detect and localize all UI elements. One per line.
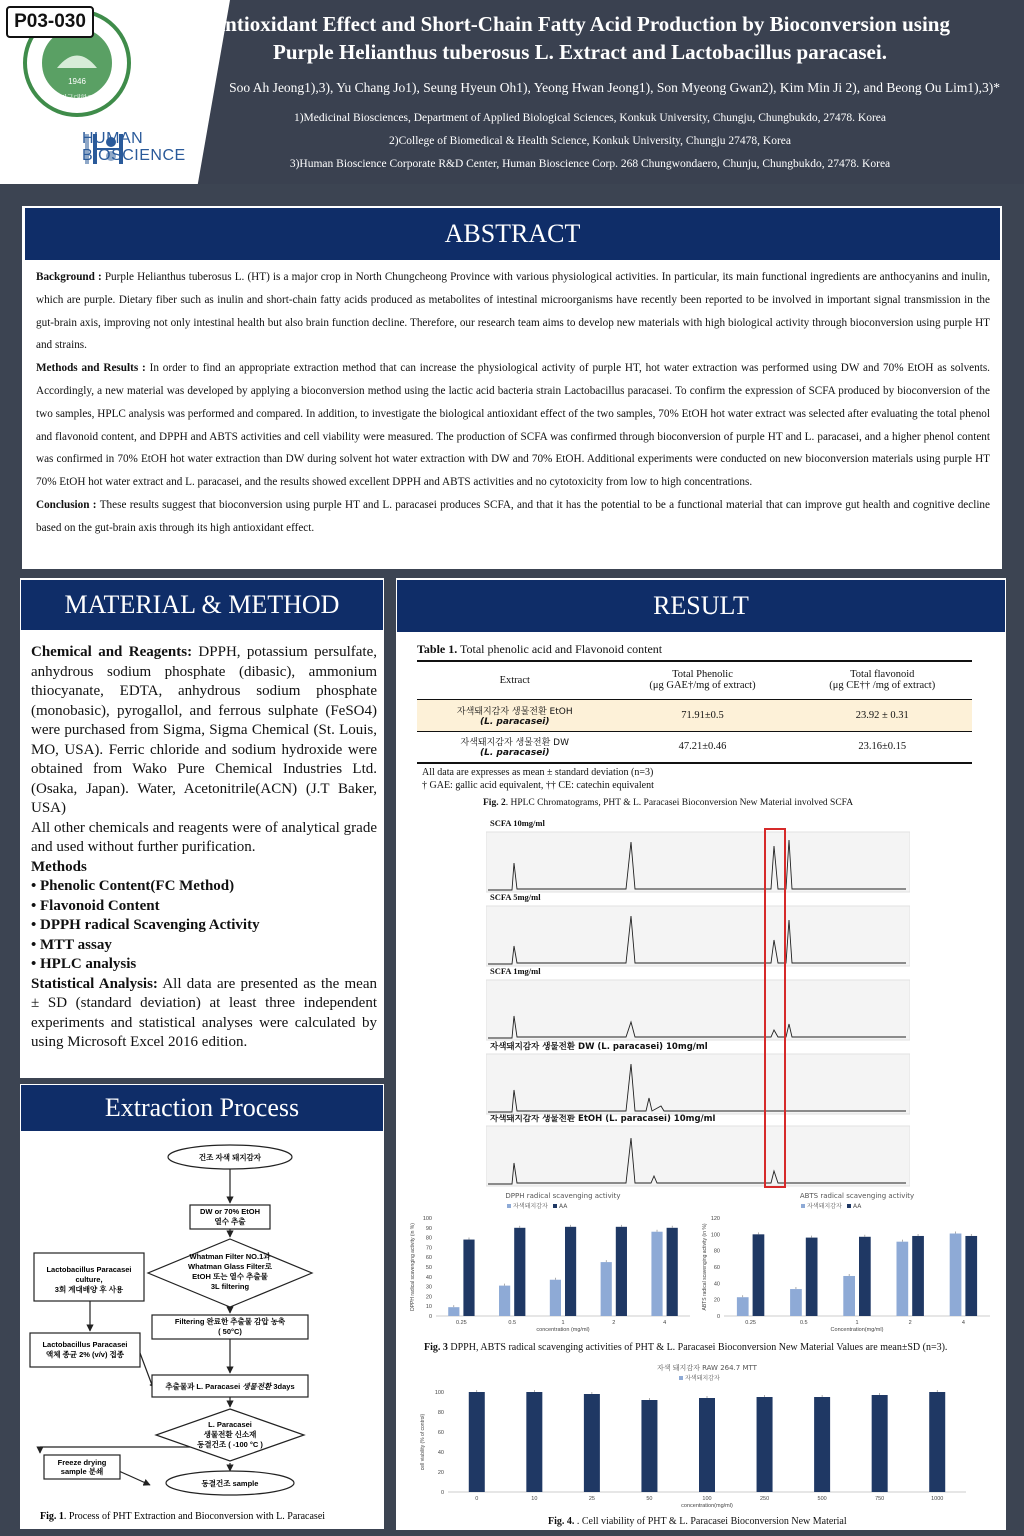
table-title	[417, 642, 662, 657]
fig3-caption-text: DPPH, ABTS radical scavenging activities of PHT & L. Paracasei Bioconversion New Material Values are mean±SD (n=3).	[447, 1342, 948, 1353]
affiliation-2: 2)College of Biomedical & Health Science, Konkuk University, Chungju 27478, Korea	[389, 135, 791, 147]
stat-label: Statistical Analysis:	[31, 975, 158, 992]
chrom-label: SCFA 5mg/ml	[490, 892, 541, 902]
y-axis-label: DPPH radical scavenging activity (in %)	[410, 1223, 416, 1311]
legend-swatch	[801, 1204, 805, 1208]
method-item: • Phenolic Content(FC Method)	[31, 878, 235, 894]
bar	[550, 1280, 561, 1316]
legend-swatch	[847, 1204, 851, 1208]
table-note-1: All data are expresses as mean ± standard deviation (n=3)	[422, 767, 654, 778]
flow-step-3b: Whatman Glass Filter로	[188, 1262, 272, 1271]
legend-swatch	[507, 1204, 511, 1208]
y-tick-label: 100	[422, 1216, 432, 1222]
y-tick-label: 20	[425, 1294, 432, 1301]
fig4-caption	[548, 1516, 847, 1527]
bar	[584, 1394, 600, 1492]
legend-swatch	[553, 1204, 557, 1208]
x-tick-label: 2	[612, 1320, 616, 1326]
y-axis-label: cell viability (% of control)	[420, 1413, 426, 1471]
logo-text-line2: BIOSCIENCE	[82, 147, 186, 164]
dpph-chart	[408, 1188, 698, 1338]
col-flav-label: Total flavonoid	[850, 669, 915, 681]
title-line1: Antioxidant Effect and Short-Chain Fatty Acid Production by Bioconversion using	[210, 12, 950, 36]
result-heading: RESULT	[397, 580, 1005, 632]
bar	[463, 1240, 474, 1316]
other-chemicals: All other chemicals and reagents were of analytical grade and used without further purification.	[31, 819, 377, 855]
x-tick-label: 750	[875, 1496, 885, 1502]
bar	[514, 1228, 525, 1316]
seal-korean: 건국대학교	[60, 94, 94, 102]
legend-label: 자색돼지감자	[807, 1203, 842, 1210]
method-item: • Flavonoid Content	[31, 897, 160, 914]
y-axis-label: ABTS radical scavenging activity (in %)	[702, 1223, 708, 1311]
y-tick-label: 60	[425, 1255, 432, 1262]
y-tick-label: 50	[425, 1265, 432, 1271]
flow-step-2a: DW or 70% EtOH	[199, 1207, 261, 1216]
x-tick-label: 250	[759, 1496, 770, 1502]
flow-step-6b: 생물전환 신소재	[203, 1430, 257, 1439]
mtt-chart	[418, 1358, 978, 1516]
x-tick-label: 4	[663, 1320, 667, 1326]
legend-label: 자색돼지감자	[685, 1375, 720, 1382]
scfa-highlight-box	[764, 828, 786, 1188]
col-extract: Extract	[499, 674, 530, 686]
table-row	[417, 731, 972, 763]
row-flavonoid: 23.16±0.15	[858, 741, 907, 753]
flow-step-5b: 생물전환	[242, 1382, 272, 1391]
bar	[912, 1236, 924, 1316]
flow-step-3a: Whatman Filter NO.1과	[189, 1252, 271, 1261]
x-tick-label: 100	[702, 1496, 712, 1502]
method-item: • HPLC analysis	[31, 956, 137, 972]
x-tick-label: 0	[475, 1496, 479, 1502]
x-tick-label: 1000	[931, 1496, 944, 1502]
chrom-label: SCFA 10mg/ml	[490, 818, 545, 828]
x-tick-label: 4	[961, 1320, 965, 1326]
fig4-caption-text: . Cell viability of PHT & L. Paracasei Bioconversion New Material	[574, 1516, 847, 1527]
y-tick-label: 120	[710, 1216, 720, 1222]
row-flavonoid: 23.92 ± 0.31	[855, 709, 909, 721]
chart-title: ABTS radical scavenging activity	[799, 1192, 915, 1200]
results-table	[417, 660, 972, 764]
fig1-caption	[40, 1511, 325, 1522]
method-item: • MTT assay	[31, 936, 112, 953]
row-phenolic: 71.91±0.5	[681, 709, 724, 721]
methods-label: Methods	[31, 858, 87, 875]
row-sub: (L. paracasei)	[480, 748, 550, 759]
poster-code: P03-030	[6, 6, 94, 38]
bar	[526, 1392, 542, 1492]
bar	[814, 1397, 830, 1492]
x-tick-label: 0.5	[508, 1320, 517, 1326]
affiliation-3: 3)Human Bioscience Corporate R&D Center, Human Bioscience Corp. 268 Chungwondaero, Chunju, Chungbukdo, 27478. Korea	[289, 158, 891, 170]
background-label: Background :	[36, 271, 105, 283]
col-flavonoid	[792, 661, 972, 699]
col-phenolic-unit: (μg GAE†/mg of extract)	[649, 680, 756, 692]
affiliation-1: 1)Medicinal Biosciences, Department of Applied Biological Sciences, Konkuk University, Chungju, Chungbukdo, 27478. Korea	[293, 112, 887, 124]
y-tick-label: 80	[425, 1235, 432, 1242]
bar	[950, 1234, 962, 1316]
bar	[790, 1289, 802, 1316]
x-axis-label: concentration (mg/ml)	[536, 1327, 590, 1333]
bar	[806, 1238, 818, 1316]
chrom-label: 자색돼지감자 생물전환 EtOH (L. paracasei) 10mg/ml	[490, 1114, 716, 1124]
mm-heading: MATERIAL & METHOD	[21, 580, 383, 630]
x-tick-label: 1	[855, 1320, 859, 1326]
legend-label: 자색돼지감자	[513, 1203, 548, 1210]
col-phenolic-label: Total Phenolic	[672, 669, 733, 681]
abstract-text	[36, 266, 990, 540]
extraction-heading: Extraction Process	[21, 1085, 383, 1131]
x-tick-label: 0.25	[456, 1320, 467, 1326]
bar	[616, 1227, 627, 1316]
bar	[753, 1234, 765, 1316]
bar	[601, 1262, 612, 1316]
table-row	[417, 699, 972, 731]
chemicals-label: Chemical and Reagents:	[31, 644, 193, 660]
flow-step-2b: 열수 추출	[214, 1217, 246, 1226]
bar	[872, 1395, 888, 1492]
flow-step-3c: EtOH 또는 열수 추출물	[192, 1272, 268, 1281]
stat-text: All data are presented as the mean ± SD (standard deviation) at least three independent experiments and statistical analyses were calculated by using Microsoft Excel 2016 edition.	[31, 975, 377, 1050]
chrom-label: 자색돼지감자 생물전환 DW (L. paracasei) 10mg/ml	[490, 1042, 708, 1052]
x-tick-label: 0.25	[745, 1320, 756, 1326]
chart-title: DPPH radical scavenging activity	[505, 1192, 621, 1200]
y-tick-label: 60	[437, 1430, 444, 1436]
y-tick-label: 0	[716, 1314, 720, 1320]
bar	[757, 1397, 773, 1492]
x-tick-label: 0.5	[799, 1320, 808, 1326]
y-tick-label: 20	[713, 1297, 720, 1304]
flow-step-6c: 동결건조 ( -100 °C )	[197, 1440, 263, 1449]
bar	[667, 1228, 678, 1316]
side-step-1b: culture,	[75, 1275, 103, 1284]
title-line2: Purple Helianthus tuberosus L. Extract and Lactobacillus paracasei.	[273, 40, 887, 64]
bar	[859, 1237, 871, 1316]
bar	[469, 1392, 485, 1492]
y-tick-label: 40	[437, 1450, 444, 1456]
y-tick-label: 0	[428, 1314, 432, 1320]
fig2-caption-bold: Fig. 2	[483, 798, 506, 808]
authors: Soo Ah Jeong1),3), Yu Chang Jo1), Seung Hyeun Oh1), Yeong Hwan Jeong1), Son Myeong Gwan2), Kim Min Ji 2), and Beong Ou Lim1),3)*	[229, 80, 1000, 95]
fig2-caption-text: . HPLC Chromatograms, PHT & L. Paracasei Bioconversion New Material involved SCFA	[505, 798, 854, 808]
y-tick-label: 30	[425, 1284, 432, 1291]
abstract-heading: ABSTRACT	[25, 208, 1000, 260]
flow-step-1: 건조 자색 돼지감자	[198, 1153, 262, 1162]
bar	[565, 1227, 576, 1316]
side-step-1a: Lactobacillus Paracasei	[46, 1265, 132, 1274]
flow-step-6a: L. Paracasei	[208, 1420, 252, 1429]
fig3-caption	[424, 1342, 947, 1353]
x-tick-label: 1	[561, 1320, 565, 1326]
table-title-text: Total phenolic acid and Flavonoid content	[457, 642, 663, 656]
x-tick-label: 25	[588, 1496, 595, 1502]
x-axis-label: Concentration(mg/ml)	[830, 1327, 884, 1333]
y-tick-label: 80	[437, 1410, 444, 1416]
y-tick-label: 100	[710, 1232, 720, 1239]
bar	[843, 1276, 855, 1316]
mm-text	[31, 643, 377, 1053]
y-tick-label: 70	[425, 1245, 432, 1252]
x-tick-label: 10	[531, 1496, 538, 1502]
bar	[929, 1392, 945, 1492]
y-tick-label: 10	[425, 1304, 432, 1311]
legend-swatch	[679, 1376, 683, 1380]
methods-results-label: Methods and Results :	[36, 362, 150, 375]
row-name: 자색돼지감자 생물전환 DW	[460, 738, 569, 749]
y-tick-label: 90	[425, 1225, 432, 1232]
flow-step-5c: 3days	[271, 1382, 295, 1391]
flow-step-5a: 추출물과 L. Paracasei	[165, 1382, 243, 1391]
abts-chart	[700, 1188, 1000, 1338]
y-tick-label: 20	[437, 1470, 444, 1476]
hplc-chromatograms	[486, 828, 910, 1188]
chemicals-text: DPPH, potassium persulfate, anhydrous sodium phosphate (dibasic), ammonium thiocyanate, EDTA, anhydrous sodium phosphate (monobasic), pyrogallol, and ferrous sulphate (FeSO4) were purchased from Sigma, Sigma Chemical (St. Louis, MO, USA). Ferric chloride and sodium hydroxide were obtained from Wako Pure Chemical Industries Ltd. (Osaka, Japan). Water, Acetonitrile(ACN) (J.T Baker, USA)	[31, 644, 377, 816]
background-text: Purple Helianthus tuberosus L. (HT) is a major crop in North Chungcheong Province with various physiological activities. In particular, its main functional ingredients are anthocyanins and inulin, which are purple. Dietary fiber such as inulin and short-chain fatty acids produced as metabolites of intestinal microorganisms have recently been reported to be involved in important signal transmission in the gut-brain axis, improving not only intestinal health but also brain function decline. Therefore, our research team aims to develop new materials with high biological activity through bioconversion using purple HT and strains.	[36, 271, 990, 352]
y-tick-label: 40	[425, 1274, 432, 1281]
bar	[448, 1307, 459, 1316]
y-tick-label: 40	[713, 1281, 720, 1288]
legend-label: AA	[559, 1203, 568, 1210]
col-phenolic	[613, 661, 793, 699]
conclusion-text: These results suggest that bioconversion using purple HT and L. paracasei produces SCFA, and that it has the potential to be a functional material that can improve gut health and cognitive decline based on the gut-brain axis through its high antioxidant effect.	[36, 498, 990, 534]
side-step-2b: 액체 종균 2% (v/v) 접종	[45, 1350, 125, 1359]
method-item: • DPPH radical Scavenging Activity	[31, 917, 260, 933]
poster-title	[180, 10, 980, 66]
flow-step-7: 동결건조 sample	[201, 1479, 259, 1488]
methods-results-text: In order to find an appropriate extraction method that can increase the physiological activity of purple HT, hot water extraction was performed using DW and 70% EtOH as solvents. Accordingly, a new material was developed by applying a bioconversion method using the lactic acid bacteria strain Lactobacillus paracasei. To confirm the expression of SCFA produced by bioconversion of the two samples, HPLC analysis was performed and compared. In addition, to investigate the biological antioxidant effect of the two samples, 70% EtOH hot water extract was selected after evaluating the total phenol and flavonoid content, and DPPH and ABTS activities and cell viability were measured. The production of SCFA was confirmed through bioconversion of purple HT and L. paracasei, and a higher phenol content was confirmed in 70% EtOH hot water extraction than DW during solvent hot water extraction with DW and 70% EtOH. Additional experiments were conducted on new bioconversion materials using purple HT 70% EtOH hot water extract and L. paracasei, and the results showed excellent DPPH and ABTS activities and no cytotoxicity from low to high concentrations.	[36, 362, 990, 489]
extraction-flowchart	[20, 1135, 384, 1529]
bar	[641, 1400, 657, 1492]
row-sub: (L. paracasei)	[480, 716, 550, 727]
fig1-caption-bold: Fig. 1	[40, 1511, 64, 1522]
table-title-bold: Table 1.	[417, 642, 458, 656]
chrom-label: SCFA 1mg/ml	[490, 966, 541, 976]
bar	[896, 1242, 908, 1316]
bar	[699, 1398, 715, 1492]
fig2-caption	[483, 798, 853, 808]
x-tick-label: 50	[646, 1496, 653, 1502]
flow-step-5	[165, 1381, 294, 1391]
flow-step-4b: ( 50°C)	[218, 1327, 242, 1336]
legend-label: AA	[853, 1203, 862, 1210]
side-step-1c: 3회 계대배양 후 사용	[54, 1285, 124, 1294]
row-phenolic: 47.21±0.46	[678, 741, 727, 753]
fig1-caption-text: . Process of PHT Extraction and Bioconversion with L. Paracasei	[63, 1511, 326, 1522]
flow-step-4a: Filtering 완료한 추출물 감압 농축	[174, 1317, 286, 1326]
side-step-3b: sample 분쇄	[60, 1467, 104, 1476]
logo-text-line1: HUMAN	[82, 130, 144, 147]
x-axis-label: concentration(mg/ml)	[681, 1503, 733, 1509]
x-tick-label: 500	[817, 1496, 827, 1502]
y-tick-label: 80	[713, 1248, 720, 1255]
side-step-3a: Freeze drying	[57, 1458, 107, 1467]
bar	[499, 1286, 510, 1316]
x-tick-label: 2	[908, 1320, 912, 1326]
y-tick-label: 0	[440, 1490, 444, 1496]
bar	[737, 1297, 749, 1316]
fig3-caption-bold: Fig. 3	[424, 1342, 448, 1353]
chart-title: 자색 돼지감자 RAW 264.7 MTT	[657, 1364, 757, 1372]
y-tick-label: 60	[713, 1265, 720, 1271]
logo-text	[82, 130, 186, 164]
seal-year: 1946	[68, 77, 86, 86]
col-flav-unit: (μg CE†† /mg of extract)	[829, 680, 936, 692]
side-step-2a: Lactobacillus Paracasei	[42, 1340, 128, 1349]
y-tick-label: 100	[434, 1390, 444, 1396]
bar	[965, 1236, 977, 1316]
row-name: 자색돼지감자 생물전환 EtOH	[456, 706, 573, 717]
flow-step-3d: 3L filtering	[210, 1282, 250, 1291]
bar	[651, 1232, 662, 1316]
fig4-caption-bold: Fig. 4.	[548, 1516, 575, 1527]
table-note-2: † GAE: gallic acid equivalent, †† CE: catechin equivalent	[422, 780, 654, 791]
conclusion-label: Conclusion :	[36, 498, 100, 511]
